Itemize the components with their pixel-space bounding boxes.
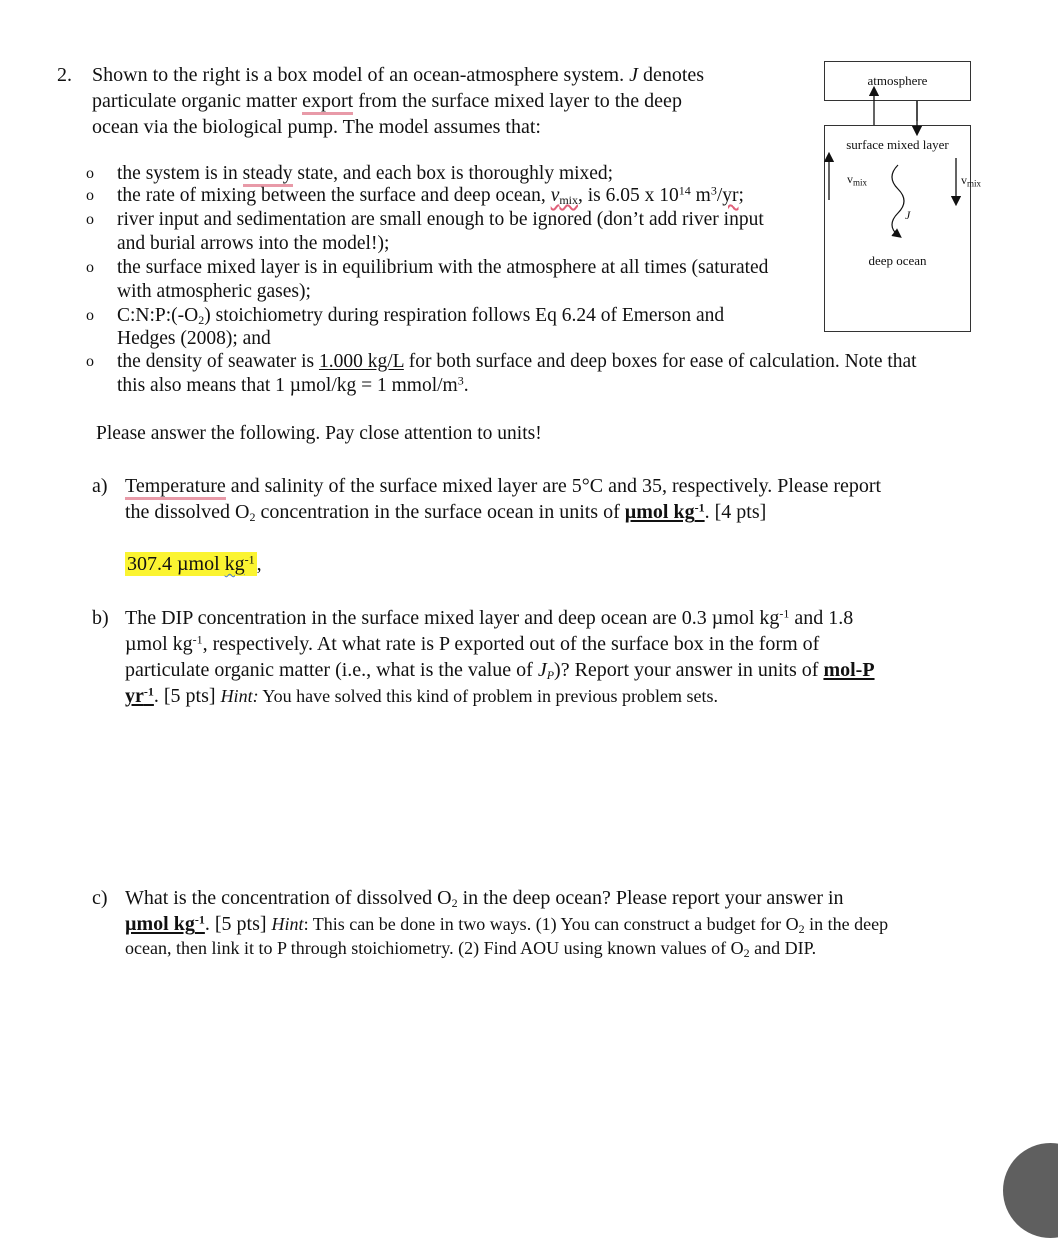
bullet-icon: o <box>86 165 94 182</box>
vmix-left-label: $v_{mix}$ <box>847 172 868 188</box>
assumption-6-line-2: this also means that 1 µmol/kg = 1 mmol/$m^3$. <box>117 373 469 396</box>
part-a-answer: 307.4 µmol $kg^{-1}$ , <box>127 552 262 575</box>
part-c-line-2: µmol $kg^{-1}$. [5 pts] Hint: This can be done in two ways. (1) You can construct a budget for $O_2$ in the deep <box>125 912 889 936</box>
part-a-label: a) <box>92 475 108 497</box>
assumption-5-line-2: Hedges (2008); and <box>117 328 271 349</box>
corner-button[interactable] <box>1003 1143 1058 1238</box>
assumption-2: the rate of mixing between the surface and deep ocean, $v_{mix}$, is 6.05 x $10^{14}$ $m^3/yr$; <box>117 183 744 207</box>
surface-mixed-layer-label: surface mixed layer <box>846 137 949 152</box>
part-c-line-3: ocean, then link it to P through stoichiometry. (2) Find AOU using known values of $O_2$ and DIP. <box>125 938 817 960</box>
part-c-label: c) <box>92 887 108 909</box>
bullet-icon: o <box>86 211 94 228</box>
assumption-4-line-1: the surface mixed layer is in equilibrium with the atmosphere at all times (saturated <box>117 257 769 278</box>
bullet-icon: o <box>86 187 94 204</box>
bullet-icon: o <box>86 353 94 370</box>
diagram-arrows <box>800 55 1000 345</box>
bullet-icon: o <box>86 259 94 276</box>
part-c-line-1: What is the concentration of dissolved $O_2$ in the deep ocean? Please report your answer in <box>125 887 844 910</box>
part-b-label: b) <box>92 607 109 629</box>
question-number: 2. <box>57 64 72 86</box>
j-label: J <box>905 208 911 222</box>
part-b-line-1: The DIP concentration in the surface mixed layer and deep ocean are 0.3 µmol $kg^{-1}$ and 1.8 <box>125 606 854 629</box>
assumption-5-line-1: $C:N:P:(-O_2)$ stoichiometry during respiration follows Eq 6.24 of Emerson and <box>117 305 725 327</box>
part-b-line-4: $yr^{-1}$. [5 pts] Hint: You have solved this kind of problem in previous problem sets. <box>125 684 719 707</box>
intro-line-1: Shown to the right is a box model of an ocean-atmosphere system. J denotes <box>92 64 705 86</box>
vmix-right-label: $v_{mix}$ <box>961 173 982 189</box>
intro-line-3: ocean via the biological pump. The model assumes that: <box>92 116 541 138</box>
part-b-line-2: µmol $kg^{-1}$, respectively. At what rate is P exported out of the surface box in the form of <box>125 632 820 655</box>
part-a-line-1: Temperature and salinity of the surface mixed layer are 5°C and 35, respectively. Please report <box>125 473 881 499</box>
deep-ocean-label: deep ocean <box>868 253 927 268</box>
assumption-6-line-1: the density of seawater is 1.000 kg/L for both surface and deep boxes for ease of calculation. Note that <box>117 351 917 372</box>
assumption-3-line-1: river input and sedimentation are small enough to be ignored (don’t add river input <box>117 209 764 230</box>
j-export-arrow-icon <box>892 165 904 235</box>
part-a-line-2: the dissolved $O_2$ concentration in the surface ocean in units of µmol $kg^{-1}$. [4 pts] <box>125 500 767 524</box>
assumption-3-line-2: and burial arrows into the model!); <box>117 233 390 254</box>
intro-line-2: particulate organic matter export from the surface mixed layer to the deep <box>92 88 682 114</box>
bullet-icon: o <box>86 307 94 324</box>
part-b-line-3: particulate organic matter (i.e., what is the value of $J_P$)? Report your answer in units of mol-P <box>125 659 875 682</box>
instruction-text: Please answer the following. Pay close attention to units! <box>96 423 542 444</box>
assumption-1: the system is in steady state, and each box is thoroughly mixed; <box>117 162 613 186</box>
assumption-4-line-2: with atmospheric gases); <box>117 281 311 302</box>
atmosphere-label: atmosphere <box>867 73 928 88</box>
